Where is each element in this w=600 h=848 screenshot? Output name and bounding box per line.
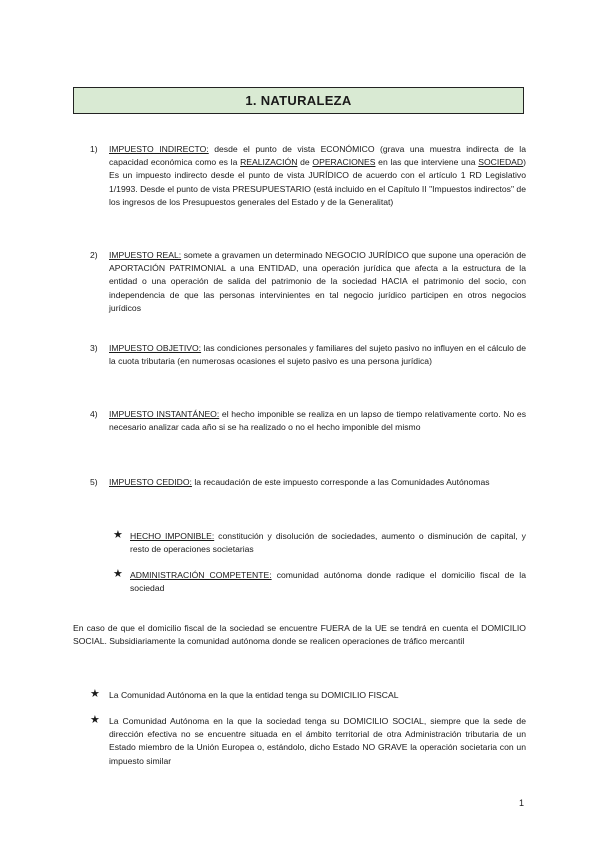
underlined-term: OPERACIONES <box>312 157 376 168</box>
star-icon: ★ <box>113 568 123 580</box>
list-item-1 <box>90 143 526 209</box>
section-title: 1. NATURALEZA <box>73 87 524 114</box>
item-number: 1) <box>90 144 98 154</box>
item-heading: IMPUESTO REAL: <box>109 250 182 260</box>
item-text: en las que interviene una <box>375 157 479 168</box>
sub-item-text: constitución y disolución de sociedades, aumento o disminución de capital, y resto de operaciones societarias <box>130 531 526 555</box>
item-number: 2) <box>90 250 98 260</box>
item-heading: IMPUESTO CEDIDO: <box>109 477 192 487</box>
star-icon: ★ <box>113 529 123 541</box>
item-text: somete a gravamen un determinado NEGOCIO JURÍDICO que supone una operación de APORTACIÓN PATRIMONIAL a una ENTIDAD, una operación jurídica que afecta a la estructura de la entidad o una operación de salida del patrimonio de la sociedad HACIA el patrimonio del socio, con independencia de que las personas intervinientes en tal negocio jurídico participen en otros negocios jurídicos <box>109 250 527 313</box>
item-text: las condiciones personales y familiares del sujeto pasivo no influyen en el cálculo de la cuota tributaria (en numerosas ocasiones el sujeto pasivo es una persona jurídica) <box>109 343 526 367</box>
star-icon: ★ <box>90 688 100 700</box>
sub-item-heading: HECHO IMPONIBLE: <box>130 531 215 541</box>
list-item-4 <box>90 408 526 434</box>
item-text: la recaudación de este impuesto corresponde a las Comunidades Autónomas <box>191 477 490 487</box>
sub-item-text: comunidad autónoma donde radique el domicilio fiscal de la sociedad <box>130 570 526 594</box>
star-icon: ★ <box>90 714 100 726</box>
item-body <box>109 408 526 434</box>
sub-item-administracion <box>113 569 526 595</box>
item-heading: IMPUESTO INSTANTÁNEO: <box>109 409 220 419</box>
item-text: desde el punto de vista ECONÓMICO (grava una muestra indirecta de la capacidad económica como es la <box>109 144 526 168</box>
underlined-term: REALIZACIÓN <box>240 157 298 168</box>
item-text: el hecho imponible se realiza en un lapso de tiempo relativamente corto. No es necesario analizar cada año si se ha realizado o no el hecho imponible del mismo <box>109 409 526 433</box>
item-heading: IMPUESTO INDIRECTO: <box>109 144 209 154</box>
underlined-term: SOCIEDAD <box>478 157 524 168</box>
bullet-domicilio-social <box>90 715 526 768</box>
item-number: 3) <box>90 343 98 353</box>
item-text: ) Es un impuesto indirecto desde el punto de vista JURÍDICO de acuerdo con el artículo 1 RD Legislativo 1/1993. Desde el punto de vista PRESUPUESTARIO (está incluido en el Capítulo II "Impuestos indirectos" de los ingresos de los Presupuestos generales del Estado y de la Generalitat) <box>109 157 526 207</box>
sub-item-body <box>130 569 526 595</box>
sub-item-hecho-imponible <box>113 530 526 556</box>
domicilio-paragraph: En caso de que el domicilio fiscal de la sociedad se encuentre FUERA de la UE se tendrá en cuenta el DOMICILIO SOCIAL. Subsidiariamente la comunidad autónoma donde se realicen operaciones de tráfico mercantil <box>73 623 526 647</box>
list-item-2 <box>90 249 526 315</box>
sub-item-body <box>130 530 526 556</box>
bullet-text: La Comunidad Autónoma en la que la entidad tenga su DOMICILIO FISCAL <box>109 690 399 700</box>
bullet-domicilio-fiscal <box>90 689 526 702</box>
list-item-5 <box>90 476 526 489</box>
item-body <box>109 249 526 315</box>
sub-item-heading: ADMINISTRACIÓN COMPETENTE: <box>130 570 272 580</box>
item-body <box>109 342 526 368</box>
item-number: 4) <box>90 409 98 419</box>
item-text: de <box>297 157 313 168</box>
list-item-3 <box>90 342 526 368</box>
bullet-text: La Comunidad Autónoma en la que la sociedad tenga su DOMICILIO SOCIAL, siempre que la sede de dirección efectiva no se encuentre situada en el ámbito territorial de otra Administración tributaria de un Estado miembro de la Unión Europea o, estándolo, dicho Estado NO GRAVE la operación societaria con un impuesto similar <box>109 716 526 766</box>
item-body <box>109 143 526 209</box>
item-body <box>109 476 526 489</box>
page-number: 1 <box>519 798 525 808</box>
item-heading: IMPUESTO OBJETIVO: <box>109 343 202 353</box>
item-number: 5) <box>90 477 98 487</box>
